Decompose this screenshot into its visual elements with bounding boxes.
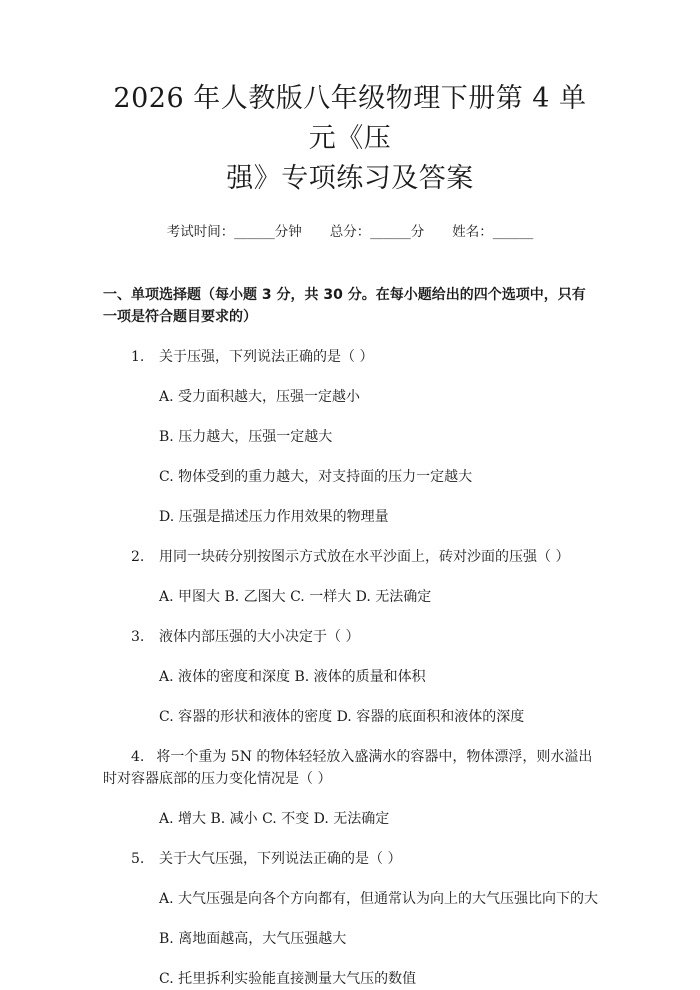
question-2 <box>103 546 597 568</box>
option-5a: A. 大气压强是向各个方向都有，但通常认为向上的大气压强比向下的大 <box>159 891 599 907</box>
question-5 <box>103 848 597 870</box>
section-heading: 一、单项选择题（每小题 3 分，共 30 分。在每小题给出的四个选项中，只有一项是符合题目要求的） <box>103 287 586 325</box>
question-stem: 用同一块砖分别按图示方式放在水平沙面上，砖对沙面的压强（ ） <box>159 549 570 565</box>
option-1a: A. 受力面积越大，压强一定越小 <box>159 389 361 405</box>
options-3-line-2: C. 容器的形状和液体的密度 D. 容器的底面积和液体的深度 <box>159 709 525 725</box>
option-1c: C. 物体受到的重力越大，对支持面的压力一定越大 <box>159 469 473 485</box>
question-4 <box>103 746 597 790</box>
option-5b: B. 离地面越高，大气压强越大 <box>159 931 347 947</box>
exam-total-score: 总分：______分 <box>329 224 425 240</box>
student-name: 姓名：______ <box>452 224 534 240</box>
question-number: 4. <box>131 749 145 765</box>
document-title <box>103 0 597 199</box>
question-3 <box>103 626 597 648</box>
title-line-1: 2026 年人教版八年级物理下册第 4 单元《压 <box>113 83 587 154</box>
question-stem: 关于压强，下列说法正确的是（ ） <box>159 349 374 365</box>
question-number: 5. <box>131 851 145 867</box>
title-line-2: 强》专项练习及答案 <box>226 163 474 194</box>
question-stem: 将一个重为 5N 的物体轻轻放入盛满水的容器中，物体漂浮，则水溢出时对容器底部的压力变化情况是（ ） <box>103 749 593 787</box>
question-stem: 关于大气压强，下列说法正确的是（ ） <box>159 851 402 867</box>
question-number: 3. <box>131 629 145 645</box>
options-3-line-1: A. 液体的密度和深度 B. 液体的质量和体积 <box>159 669 426 685</box>
question-number: 2. <box>131 549 145 565</box>
exam-meta <box>103 223 597 241</box>
exam-time: 考试时间：______分钟 <box>166 224 302 240</box>
option-1b: B. 压力越大，压强一定越大 <box>159 429 333 445</box>
question-number: 1. <box>131 349 145 365</box>
option-5c: C. 托里拆利实验能直接测量大气压的数值 <box>159 971 417 987</box>
question-1 <box>103 346 597 368</box>
question-stem: 液体内部压强的大小决定于（ ） <box>159 629 360 645</box>
options-2: A. 甲图大 B. 乙图大 C. 一样大 D. 无法确定 <box>159 589 432 605</box>
option-1d: D. 压强是描述压力作用效果的物理量 <box>159 509 389 525</box>
options-4: A. 增大 B. 减小 C. 不变 D. 无法确定 <box>159 811 390 827</box>
